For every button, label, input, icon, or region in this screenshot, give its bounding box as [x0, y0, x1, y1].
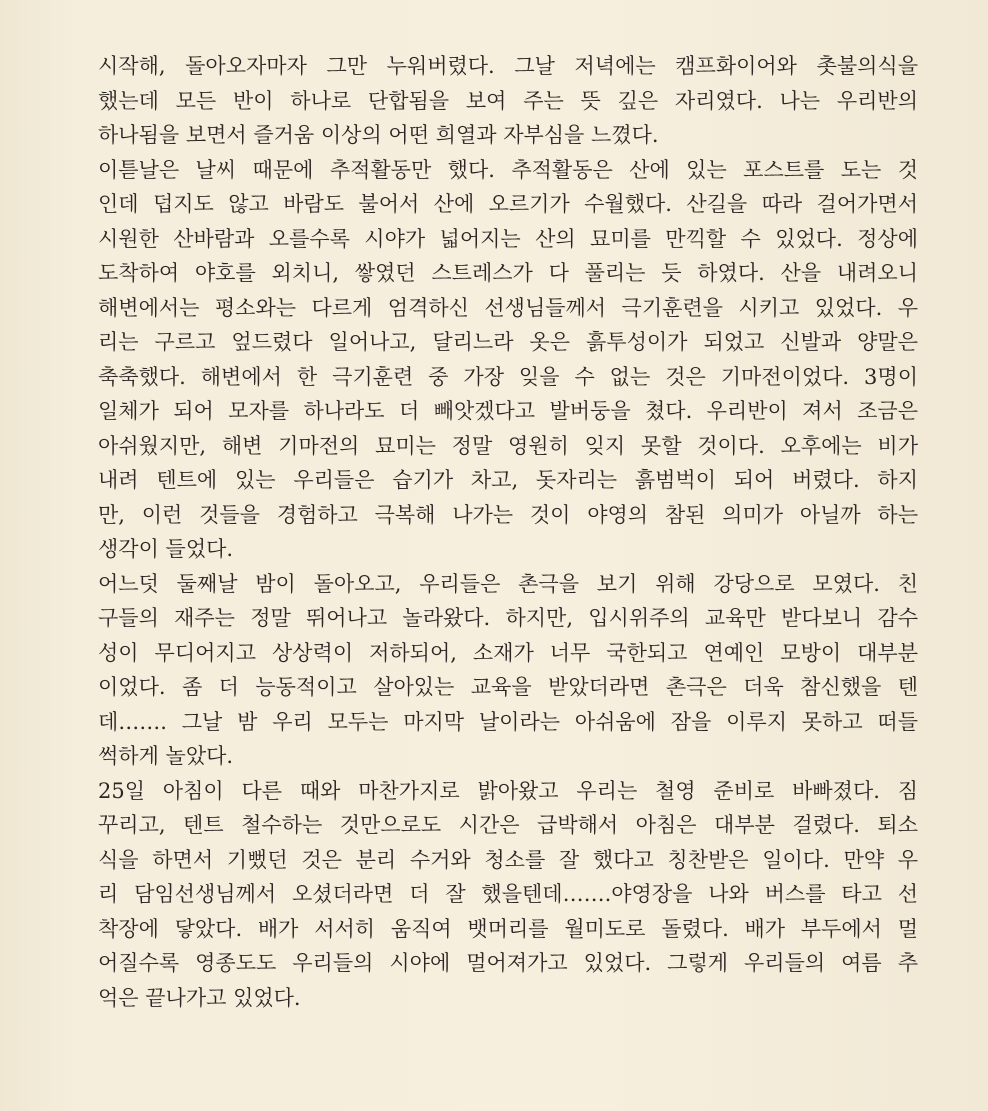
- text-line: 착장에 닿았다. 배가 서서히 움직여 뱃머리를 월미도로 돌렸다. 배가 부두에서 멀: [98, 916, 918, 941]
- document-body-text: [98, 49, 918, 1015]
- text-line: 해변에서는 평소와는 다르게 엄격하신 선생님들께서 극기훈련을 시키고 있었다. 우: [98, 295, 918, 320]
- text-line: 리 담임선생님께서 오셨더라면 더 잘 했을텐데…….야영장을 나와 버스를 타고 선: [98, 882, 918, 906]
- text-line: 생각이 들었다.: [98, 537, 234, 561]
- text-line: 어느덧 둘째날 밤이 돌아오고, 우리들은 촌극을 보기 위해 강당으로 모였다. 친: [98, 571, 918, 596]
- text-line: 했는데 모든 반이 하나로 단합됨을 보여 주는 뜻 깊은 자리였다. 나는 우리반의: [98, 88, 918, 113]
- text-line: 25일 아침이 다른 때와 마찬가지로 밝아왔고 우리는 철영 준비로 바빠졌다. 짐: [98, 778, 918, 803]
- text-line: 하나됨을 보면서 즐거움 이상의 어떤 희열과 자부심을 느꼈다.: [98, 123, 659, 147]
- text-line: 데……. 그날 밤 우리 모두는 마지막 날이라는 아쉬움에 잠을 이루지 못하고 떠들: [98, 709, 918, 734]
- text-line: 도착하여 야호를 외치니, 쌓였던 스트레스가 다 풀리는 듯 하였다. 산을 내려오니: [98, 261, 918, 285]
- text-line: 이었다. 좀 더 능동적이고 살아있는 교육을 받았더라면 촌극은 더욱 참신했을 텐: [98, 675, 918, 699]
- text-line: 이튿날은 날씨 때문에 추적활동만 했다. 추적활동은 산에 있는 포스트를 도는 것: [98, 157, 918, 182]
- text-line: 썩하게 놀았다.: [98, 744, 234, 768]
- text-line: 인데 덥지도 않고 바람도 불어서 산에 오르기가 수월했다. 산길을 따라 걸어가면서: [98, 192, 918, 216]
- text-line: 구들의 재주는 정말 뛰어나고 놀라왔다. 하지만, 입시위주의 교육만 받다보니 감수: [98, 606, 918, 630]
- text-line: 만, 이런 것들을 경험하고 극복해 나가는 것이 야영의 참된 의미가 아닐까 하는: [98, 502, 918, 527]
- text-line: 축축했다. 해변에서 한 극기훈련 중 가장 잊을 수 없는 것은 기마전이었다. 3명이: [98, 364, 918, 389]
- text-line: 어질수록 영종도도 우리들의 시야에 멀어져가고 있었다. 그렇게 우리들의 여름 추: [98, 951, 918, 975]
- text-line: 내려 텐트에 있는 우리들은 습기가 차고, 돗자리는 흙범벅이 되어 버렸다. 하지: [98, 468, 918, 492]
- text-line: 억은 끝나가고 있었다.: [98, 985, 301, 1010]
- text-line: 꾸리고, 텐트 철수하는 것만으로도 시간은 급박해서 아침은 대부분 걸렸다. 퇴소: [98, 813, 918, 837]
- text-line: 아쉬웠지만, 해변 기마전의 묘미는 정말 영원히 잊지 못할 것이다. 오후에는 비가: [98, 433, 918, 458]
- text-line: 식을 하면서 기뻤던 것은 분리 수거와 청소를 잘 했다고 칭찬받은 일이다. 만약 우: [98, 847, 918, 872]
- text-line: 성이 무디어지고 상상력이 저하되어, 소재가 너무 국한되고 연예인 모방이 대부분: [98, 640, 918, 665]
- text-line: 리는 구르고 엎드렸다 일어나고, 달리느라 옷은 흙투성이가 되었고 신발과 양말은: [98, 330, 918, 354]
- text-line: 시작해, 돌아오자마자 그만 누워버렸다. 그날 저녁에는 캠프화이어와 촛불의식을: [98, 54, 918, 78]
- text-line: 시원한 산바람과 오를수록 시야가 넓어지는 산의 묘미를 만끽할 수 있었다. 정상에: [98, 226, 918, 251]
- text-line: 일체가 되어 모자를 하나라도 더 빼앗겠다고 발버둥을 쳤다. 우리반이 져서 조금은: [98, 399, 918, 423]
